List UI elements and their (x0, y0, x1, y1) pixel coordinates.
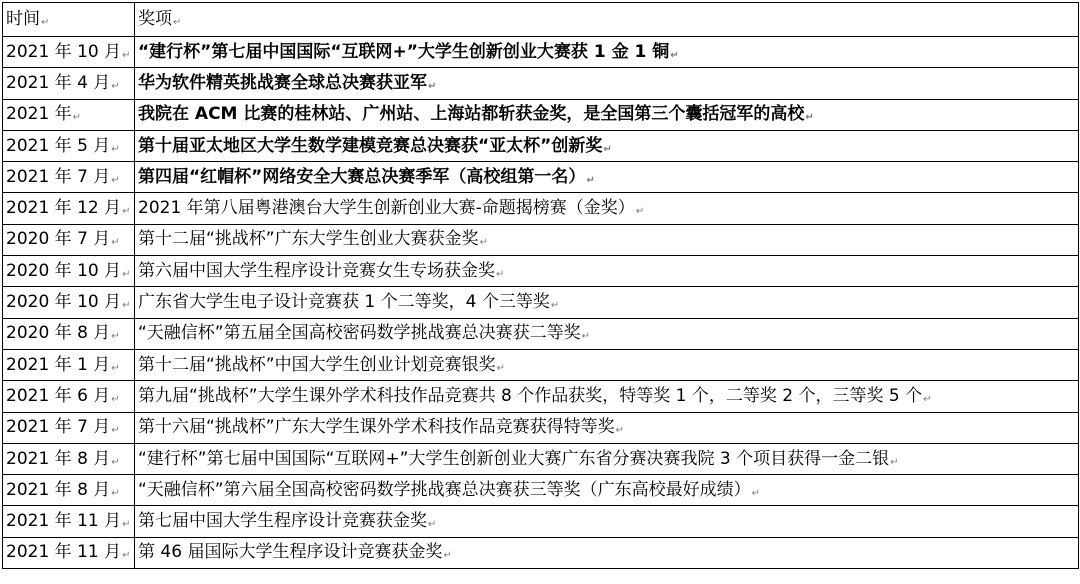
paragraph-mark-icon: ↵ (111, 237, 120, 249)
table-row (3, 256, 1079, 287)
award-text: 第十二届“挑战杯”中国大学生创业计划竞赛银奖 (138, 354, 496, 375)
award-text: 第九届“挑战杯”大学生课外学术科技作品竞赛共 8 个作品获奖，特等奖 1 个，二等奖 2 个，三等奖 5 个 (138, 385, 923, 406)
award-text: 第十二届“挑战杯”广东大学生创业大赛获金奖 (138, 229, 479, 250)
award-cell (135, 68, 1079, 99)
award-cell (135, 224, 1079, 255)
time-cell (3, 443, 135, 474)
table-row (3, 506, 1079, 537)
table-row (3, 443, 1079, 474)
paragraph-mark-icon: ↵ (603, 143, 612, 155)
awards-table-body (3, 3, 1079, 569)
paragraph-mark-icon: ↵ (428, 519, 437, 531)
paragraph-mark-icon: ↵ (496, 268, 505, 280)
table-row (3, 318, 1079, 349)
table-row (3, 224, 1079, 255)
award-text: 第四届“红帽杯”网络安全大赛总决赛季军（高校组第一名） (138, 166, 586, 187)
award-text: “天融信杯”第六届全国高校密码数学挑战赛总决赛获三等奖（广东高校最好成绩） (138, 479, 751, 500)
time-text: 2020 年 10 月 (6, 260, 122, 281)
time-cell (3, 412, 135, 443)
time-cell (3, 318, 135, 349)
table-row (3, 68, 1079, 99)
award-text: 第十六届“挑战杯”广东大学生课外学术科技作品竞赛获得特等奖 (138, 417, 615, 438)
award-cell (135, 381, 1079, 412)
paragraph-mark-icon: ↵ (496, 362, 506, 374)
award-cell (135, 443, 1079, 474)
time-text: 2020 年 10 月 (6, 292, 122, 313)
paragraph-mark-icon: ↵ (581, 331, 591, 343)
paragraph-mark-icon: ↵ (615, 425, 625, 437)
time-text: 2021 年 8 月 (6, 448, 111, 469)
time-text: 2021 年 4 月 (6, 72, 111, 93)
award-cell (135, 193, 1079, 224)
time-cell (3, 130, 135, 161)
time-text: 2021 年 8 月 (6, 479, 111, 500)
time-text: 2020 年 8 月 (6, 323, 111, 344)
award-text: 第六届中国大学生程序设计竞赛女生专场获金奖 (138, 260, 495, 281)
time-cell (3, 37, 135, 68)
paragraph-mark-icon: ↵ (122, 550, 131, 562)
table-row (3, 412, 1079, 443)
header-award-cell (135, 3, 1079, 37)
paragraph-mark-icon: ↵ (586, 174, 595, 186)
time-cell (3, 287, 135, 318)
paragraph-mark-icon: ↵ (122, 268, 131, 280)
award-cell (135, 475, 1079, 506)
paragraph-mark-icon: ↵ (173, 17, 182, 28)
paragraph-mark-icon: ↵ (443, 550, 452, 562)
paragraph-mark-icon: ↵ (479, 237, 489, 249)
award-cell (135, 318, 1079, 349)
paragraph-mark-icon: ↵ (122, 49, 131, 61)
time-cell (3, 99, 135, 130)
table-row (3, 37, 1079, 68)
award-text: 广东省大学生电子设计竞赛获 1 个二等奖，4 个三等奖 (138, 292, 550, 313)
time-text: 2021 年 1 月 (6, 354, 111, 375)
paragraph-mark-icon: ↵ (923, 393, 932, 405)
award-cell (135, 37, 1079, 68)
paragraph-mark-icon: ↵ (111, 143, 120, 155)
header-award-label: 奖项 (138, 9, 172, 29)
award-text: 第七届中国大学生程序设计竞赛获金奖 (138, 511, 427, 532)
award-cell (135, 287, 1079, 318)
time-cell (3, 537, 135, 568)
table-row (3, 130, 1079, 161)
table-row (3, 162, 1079, 193)
time-text: 2021 年 12 月 (6, 198, 122, 219)
time-cell (3, 475, 135, 506)
paragraph-mark-icon: ↵ (111, 393, 120, 405)
paragraph-mark-icon: ↵ (122, 300, 131, 312)
paragraph-mark-icon: ↵ (111, 174, 120, 186)
award-text: 我院在 ACM 比赛的桂林站、广州站、上海站都斩获金奖，是全国第三个囊括冠军的高校 (138, 104, 805, 125)
table-row (3, 381, 1079, 412)
table-row (3, 99, 1079, 130)
paragraph-mark-icon: ↵ (111, 80, 120, 92)
paragraph-mark-icon: ↵ (111, 425, 120, 437)
time-text: 2021 年 11 月 (6, 511, 122, 532)
paragraph-mark-icon: ↵ (635, 206, 645, 218)
award-text: 华为软件精英挑战赛全球总决赛获亚军 (138, 72, 427, 93)
awards-table (2, 2, 1079, 569)
paragraph-mark-icon: ↵ (805, 112, 814, 124)
award-cell (135, 506, 1079, 537)
award-cell (135, 99, 1079, 130)
paragraph-mark-icon: ↵ (72, 112, 82, 124)
time-cell (3, 224, 135, 255)
award-cell (135, 162, 1079, 193)
paragraph-mark-icon: ↵ (111, 456, 120, 468)
time-text: 2021 年 7 月 (6, 166, 111, 187)
time-cell (3, 193, 135, 224)
time-text: 2021 年 7 月 (6, 417, 111, 438)
time-text: 2021 年 6 月 (6, 385, 111, 406)
paragraph-mark-icon: ↵ (550, 300, 560, 312)
header-time-cell (3, 3, 135, 37)
table-row (3, 193, 1079, 224)
award-text: “建行杯”第七届中国国际“互联网+”大学生创新创业大赛获 1 金 1 铜 (138, 41, 670, 62)
time-cell (3, 256, 135, 287)
time-text: 2021 年 5 月 (6, 135, 111, 156)
award-text: 第 46 届国际大学生程序设计竞赛获金奖 (138, 542, 443, 563)
time-text: 2020 年 7 月 (6, 229, 111, 250)
paragraph-mark-icon: ↵ (751, 487, 761, 499)
paragraph-mark-icon: ↵ (890, 456, 899, 468)
header-time-label: 时间 (6, 9, 40, 29)
time-cell (3, 506, 135, 537)
table-row (3, 349, 1079, 380)
time-cell (3, 381, 135, 412)
time-cell (3, 162, 135, 193)
table-header-row (3, 3, 1079, 37)
award-text: “天融信杯”第五届全国高校密码数学挑战赛总决赛获二等奖 (138, 323, 581, 344)
award-cell (135, 537, 1079, 568)
table-row (3, 475, 1079, 506)
paragraph-mark-icon: ↵ (41, 17, 50, 28)
time-text: 2021 年 10 月 (6, 41, 122, 62)
time-cell (3, 68, 135, 99)
award-text: “建行杯”第七届中国国际“互联网+”大学生创新创业大赛广东省分赛决赛我院 3 个项目获得一金二银 (138, 448, 890, 469)
table-row (3, 537, 1079, 568)
paragraph-mark-icon: ↵ (122, 206, 131, 218)
award-cell (135, 130, 1079, 161)
paragraph-mark-icon: ↵ (111, 362, 120, 374)
award-text: 第十届亚太地区大学生数学建模竞赛总决赛获“亚太杯”创新奖 (138, 135, 603, 156)
table-row (3, 287, 1079, 318)
award-cell (135, 412, 1079, 443)
award-cell (135, 349, 1079, 380)
paragraph-mark-icon: ↵ (428, 80, 437, 92)
time-text: 2021 年 11 月 (6, 542, 122, 563)
time-cell (3, 349, 135, 380)
paragraph-mark-icon: ↵ (111, 487, 120, 499)
award-cell (135, 256, 1079, 287)
paragraph-mark-icon: ↵ (111, 331, 120, 343)
award-text: 2021 年第八届粤港澳台大学生创新创业大赛-命题揭榜赛（金奖） (138, 198, 635, 219)
paragraph-mark-icon: ↵ (122, 519, 131, 531)
time-text: 2021 年 (6, 104, 72, 125)
paragraph-mark-icon: ↵ (670, 49, 679, 61)
